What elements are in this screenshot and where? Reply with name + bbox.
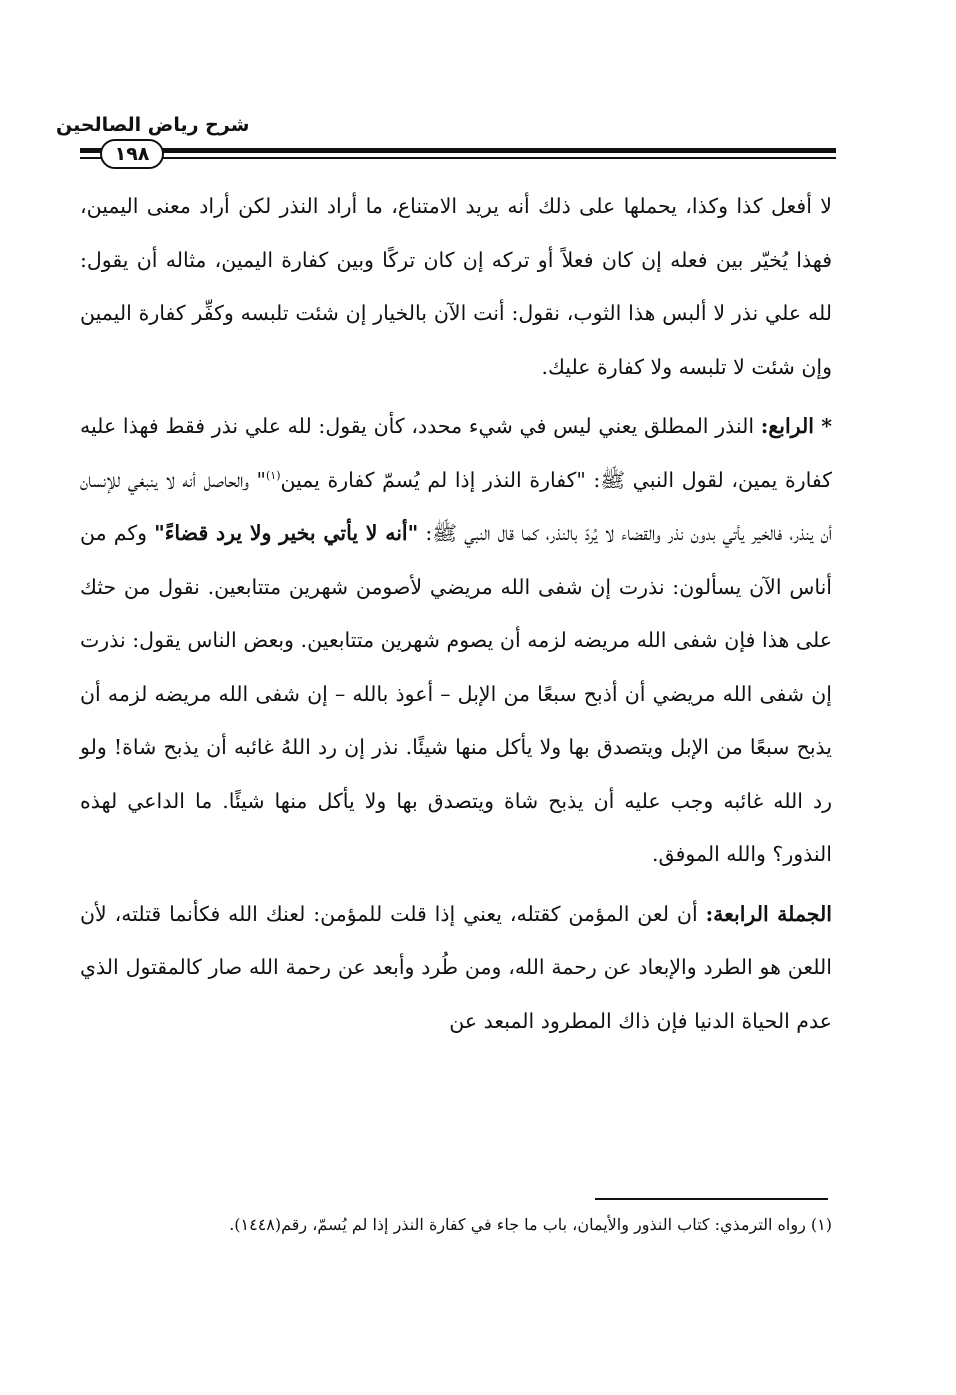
header-rule-thick [80, 148, 836, 153]
body-text [80, 180, 832, 1048]
footnote-divider [595, 1198, 828, 1200]
paragraph-2-text-b: " والحاصل أنه لا ينبغي للإنسان أن ينذر، فالخير يأتي بدون نذر والقضاء لا يُردّ بالنذر، كما قال النبي ﷺ: [80, 467, 832, 545]
paragraph-3-label: الجملة الرابعة: [705, 901, 832, 926]
paragraph-2-text-c: وكم من أناس الآن يسألون: نذرت إن شفى الله مريضي لأصومن شهرين متتابعين. نقول من حثك على هذا فإن شفى الله مريضه لزمه أن يصوم شهرين متتابعين. وبعض الناس يقول: نذرت إن شفى الله مريضي أن أذبح سبعًا من الإبل – أعوذ بالله – إن شفى الله مريضه لزمه أن يذبح سبعًا من الإبل ويتصدق بها ولا يأكل منها شيئًا. نذر إن رد اللهُ غائبه أن يذبح شاة! ولو رد الله غائبه وجب عليه أن يذبح شاة ويتصدق بها ولا يأكل منها شيئًا. ما الداعي لهذه النذور؟ والله الموفق. [80, 521, 832, 866]
hadith-quote: "أنه لا يأتي بخير ولا يرد قضاءً" [154, 521, 419, 545]
page-number: ١٩٨ [100, 139, 164, 169]
paragraph-2-label: * الرابع: [760, 414, 832, 438]
header-rule-mark [80, 148, 92, 159]
paragraph-2 [80, 400, 832, 882]
paragraph-1: لا أفعل كذا وكذا، يحملها على ذلك أنه يريد الامتناع، ما أراد النذر لكن أراد معنى اليمين، فهذا يُخيّر بين فعله إن كان فعلاً أو تركه إن كان تركًا وبين كفارة اليمين، مثاله أن يقول: لله علي نذر لا ألبس هذا الثوب، نقول: أنت الآن بالخيار إن شئت تلبسه وكفِّر كفارة اليمين وإن شئت لا تلبسه ولا كفارة عليك. [80, 194, 832, 379]
paragraph-3 [80, 888, 832, 1049]
footnote: (١) رواه الترمذي: كتاب النذور والأيمان، باب ما جاء في كفارة النذر إذا لم يُسمّ، رقم(١٤٤٨). [229, 1215, 832, 1234]
paragraph-2-text-a: النذر المطلق يعني ليس في شيء محدد، كأن يقول: لله علي نذر فقط فهذا عليه كفارة يمين، لقول النبي ﷺ: "كفارة النذر إذا لم يُسمّ كفارة يمين [80, 414, 832, 492]
header-rule-thin [80, 157, 836, 159]
running-title: شرح رياض الصالحين [56, 114, 250, 136]
paragraph-3-text: أن لعن المؤمن كقتله، يعني إذا قلت للمؤمن: لعنك الله فكأنما قتلته، لأن اللعن هو الطرد والإبعاد عن رحمة الله، ومن طُرد وأبعد عن رحمة الله صار كالمقتول الذي عدم الحياة الدنيا فإن ذاك المطرود المبعد عن [80, 901, 832, 1033]
footnote-ref: (١) [265, 468, 281, 482]
